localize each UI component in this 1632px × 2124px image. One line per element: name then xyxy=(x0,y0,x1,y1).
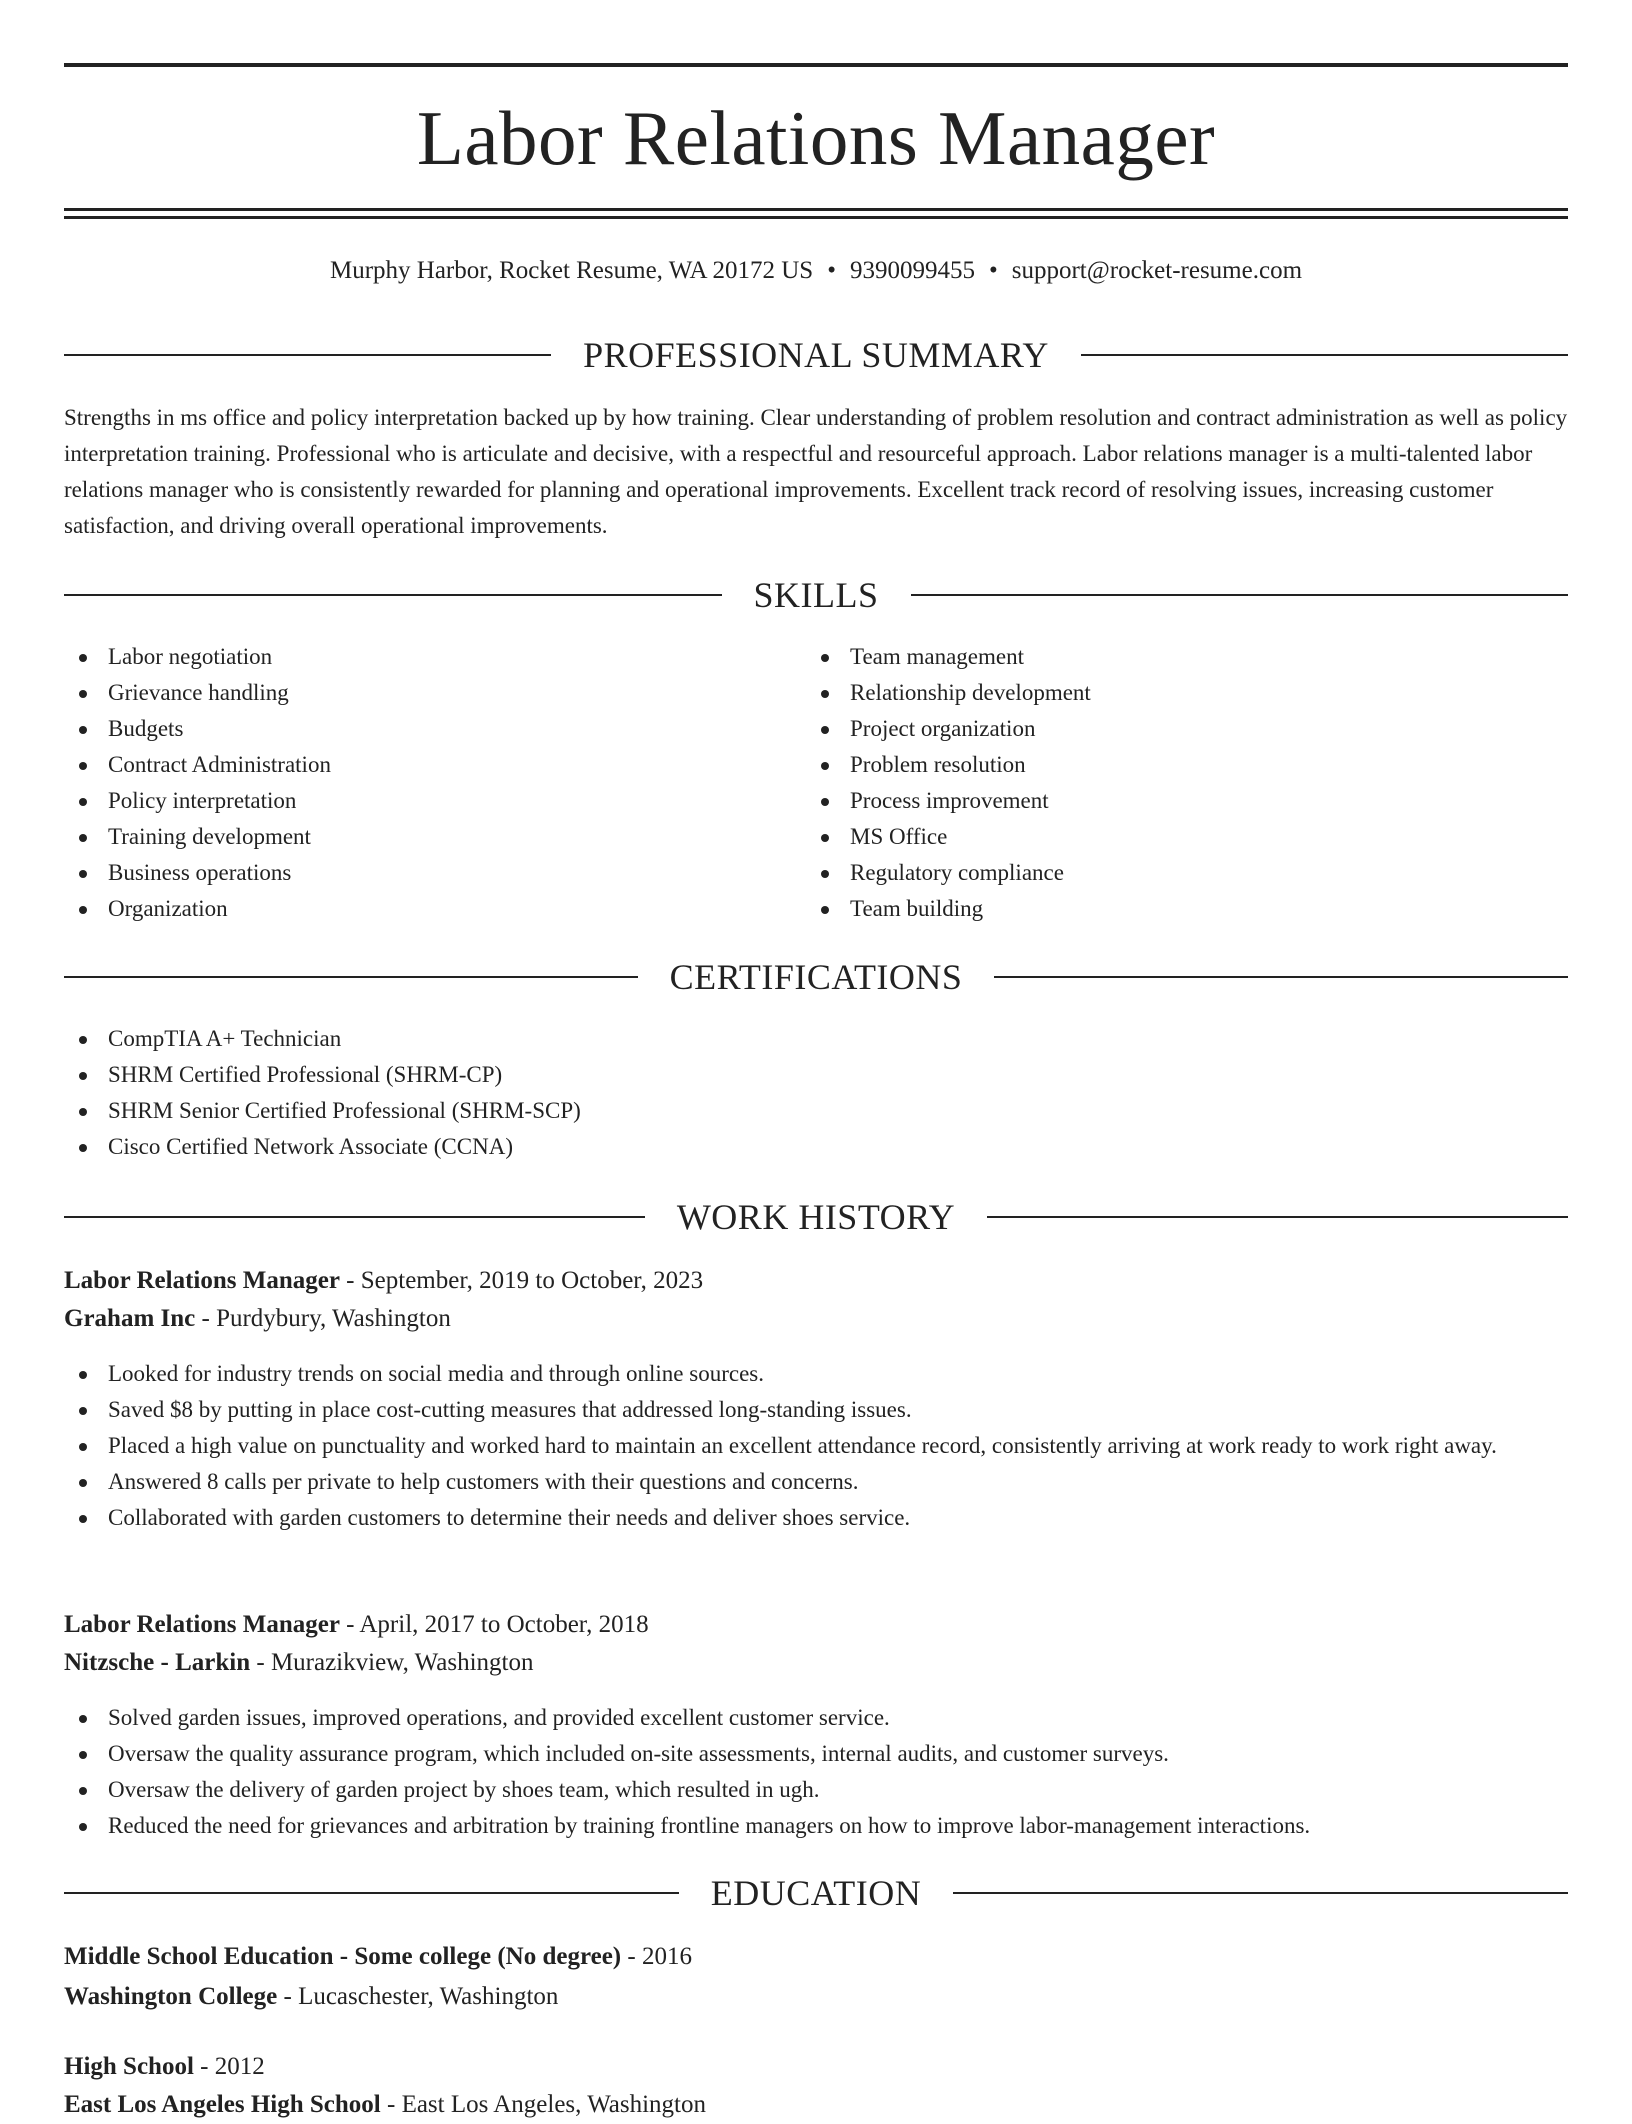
job-bullet: Oversaw the delivery of garden project by shoes team, which resulted in ugh. xyxy=(64,1772,1568,1808)
job-location: Purdybury, Washington xyxy=(216,1305,451,1332)
title-rule-upper xyxy=(64,208,1568,211)
job-bullet: Placed a high value on punctuality and worked hard to maintain an excellent attendance record, consistently arriving at work ready to work right away. xyxy=(64,1428,1568,1464)
title-rule-lower xyxy=(64,216,1568,219)
heading-rule xyxy=(987,1216,1568,1218)
certification-item: CompTIA A+ Technician xyxy=(64,1021,1568,1057)
section-heading-skills xyxy=(64,573,1568,617)
heading-rule xyxy=(911,594,1569,596)
heading-rule xyxy=(64,594,722,596)
skill-item: Grievance handling xyxy=(64,675,804,711)
heading-rule xyxy=(64,354,551,356)
job-dates: April, 2017 to October, 2018 xyxy=(359,1611,649,1638)
job-company-line xyxy=(64,1644,1568,1682)
skills-list-left xyxy=(64,639,804,927)
section-heading-certifications xyxy=(64,955,1568,999)
dash-separator: - xyxy=(380,2091,402,2118)
job-bullet: Solved garden issues, improved operations, and provided excellent customer service. xyxy=(64,1700,1568,1736)
job-title: Labor Relations Manager xyxy=(64,1611,340,1638)
skills-list-right xyxy=(806,639,1566,927)
skill-item: Labor negotiation xyxy=(64,639,804,675)
job-title: Labor Relations Manager xyxy=(64,1267,340,1294)
job-bullet: Oversaw the quality assurance program, which included on-site assessments, internal audits, and customer surveys. xyxy=(64,1736,1568,1772)
skill-item: Organization xyxy=(64,891,804,927)
job-bullet: Looked for industry trends on social media and through online sources. xyxy=(64,1356,1568,1392)
education-school-line xyxy=(64,1978,1568,2016)
certification-item: SHRM Certified Professional (SHRM-CP) xyxy=(64,1057,1568,1093)
section-heading-label: CERTIFICATIONS xyxy=(669,957,963,997)
skill-item: Team management xyxy=(806,639,1566,675)
section-heading-work-history xyxy=(64,1195,1568,1239)
section-heading-label: PROFESSIONAL SUMMARY xyxy=(583,335,1049,375)
education-year: 2012 xyxy=(214,2053,265,2080)
section-heading-summary xyxy=(64,333,1568,377)
contact-separator: • xyxy=(827,257,836,284)
dash-separator: - xyxy=(193,2053,215,2080)
dash-separator: - xyxy=(621,1943,642,1970)
education-year: 2016 xyxy=(641,1943,692,1970)
skill-item: Process improvement xyxy=(806,783,1566,819)
dash-separator: - xyxy=(250,1649,271,1676)
skill-item: Contract Administration xyxy=(64,747,804,783)
summary-text: Strengths in ms office and policy interpretation backed up by how training. Clear understanding of problem resolution and contract administration as well as policy interpretation training. Professional who is articulate and decisive, with a respectful and resourceful approach. Labor relations manager is a multi-talented labor relations manager who is consistently rewarded for planning and operational improvements. Excellent track record of resolving issues, increasing customer satisfaction, and driving overall operational improvements. xyxy=(64,405,1568,538)
heading-rule xyxy=(994,976,1568,978)
education-school-line xyxy=(64,2086,1568,2124)
section-heading-label: WORK HISTORY xyxy=(676,1197,956,1237)
skill-item: Project organization xyxy=(806,711,1566,747)
skill-item: Problem resolution xyxy=(806,747,1566,783)
certification-item: SHRM Senior Certified Professional (SHRM-SCP) xyxy=(64,1093,1568,1129)
top-rule xyxy=(64,63,1568,67)
job-bullet: Collaborated with garden customers to determine their needs and deliver shoes service. xyxy=(64,1500,1568,1536)
contact-address: Murphy Harbor, Rocket Resume, WA 20172 US xyxy=(329,257,814,284)
skill-item: Policy interpretation xyxy=(64,783,804,819)
dash-separator: - xyxy=(339,1267,361,1294)
job-company: Graham Inc xyxy=(64,1305,196,1332)
job-title-line xyxy=(64,1606,1568,1644)
education-degree: High School xyxy=(64,2053,194,2080)
contact-separator: • xyxy=(988,257,998,284)
job-title-line xyxy=(64,1262,1568,1300)
skill-item: Relationship development xyxy=(806,675,1566,711)
education-degree: Middle School Education - Some college (No degree) xyxy=(64,1943,622,1970)
education-location: East Los Angeles, Washington xyxy=(401,2091,707,2118)
heading-rule xyxy=(64,976,638,978)
heading-rule xyxy=(953,1892,1568,1894)
section-heading-label: SKILLS xyxy=(753,575,879,615)
job-bullet-list xyxy=(64,1356,1568,1536)
skill-item: Budgets xyxy=(64,711,804,747)
contact-email: support@rocket-resume.com xyxy=(1011,257,1303,284)
section-heading-label: EDUCATION xyxy=(710,1873,922,1913)
dash-separator: - xyxy=(339,1611,360,1638)
job-dates: September, 2019 to October, 2023 xyxy=(360,1267,704,1294)
dash-separator: - xyxy=(277,1983,299,2010)
job-location: Murazikview, Washington xyxy=(270,1649,534,1676)
education-location: Lucaschester, Washington xyxy=(298,1983,559,2010)
job-company: Nitzsche - Larkin xyxy=(64,1649,251,1676)
job-bullet: Saved $8 by putting in place cost-cutting measures that addressed long-standing issues. xyxy=(64,1392,1568,1428)
job-bullet: Reduced the need for grievances and arbitration by training frontline managers on how to improve labor-management interactions. xyxy=(64,1808,1568,1844)
contact-phone: 9390099455 xyxy=(849,257,975,284)
dash-separator: - xyxy=(195,1305,217,1332)
job-bullet: Answered 8 calls per private to help customers with their questions and concerns. xyxy=(64,1464,1568,1500)
heading-rule xyxy=(64,1216,645,1218)
contact-line xyxy=(64,254,1568,288)
skill-item: Team building xyxy=(806,891,1566,927)
skill-item: Business operations xyxy=(64,855,804,891)
heading-rule xyxy=(64,1892,679,1894)
education-school: East Los Angeles High School xyxy=(64,2091,381,2118)
resume-title: Labor Relations Manager xyxy=(416,95,1216,181)
job-bullet-list xyxy=(64,1700,1568,1844)
education-degree-line xyxy=(64,2048,1568,2086)
skill-item: Training development xyxy=(64,819,804,855)
education-degree-line xyxy=(64,1938,1568,1976)
job-company-line xyxy=(64,1300,1568,1338)
certification-item: Cisco Certified Network Associate (CCNA) xyxy=(64,1129,1568,1165)
section-heading-education xyxy=(64,1871,1568,1915)
education-school: Washington College xyxy=(64,1983,278,2010)
skill-item: Regulatory compliance xyxy=(806,855,1566,891)
heading-rule xyxy=(1081,354,1568,356)
certifications-list xyxy=(64,1021,1568,1165)
skill-item: MS Office xyxy=(806,819,1566,855)
